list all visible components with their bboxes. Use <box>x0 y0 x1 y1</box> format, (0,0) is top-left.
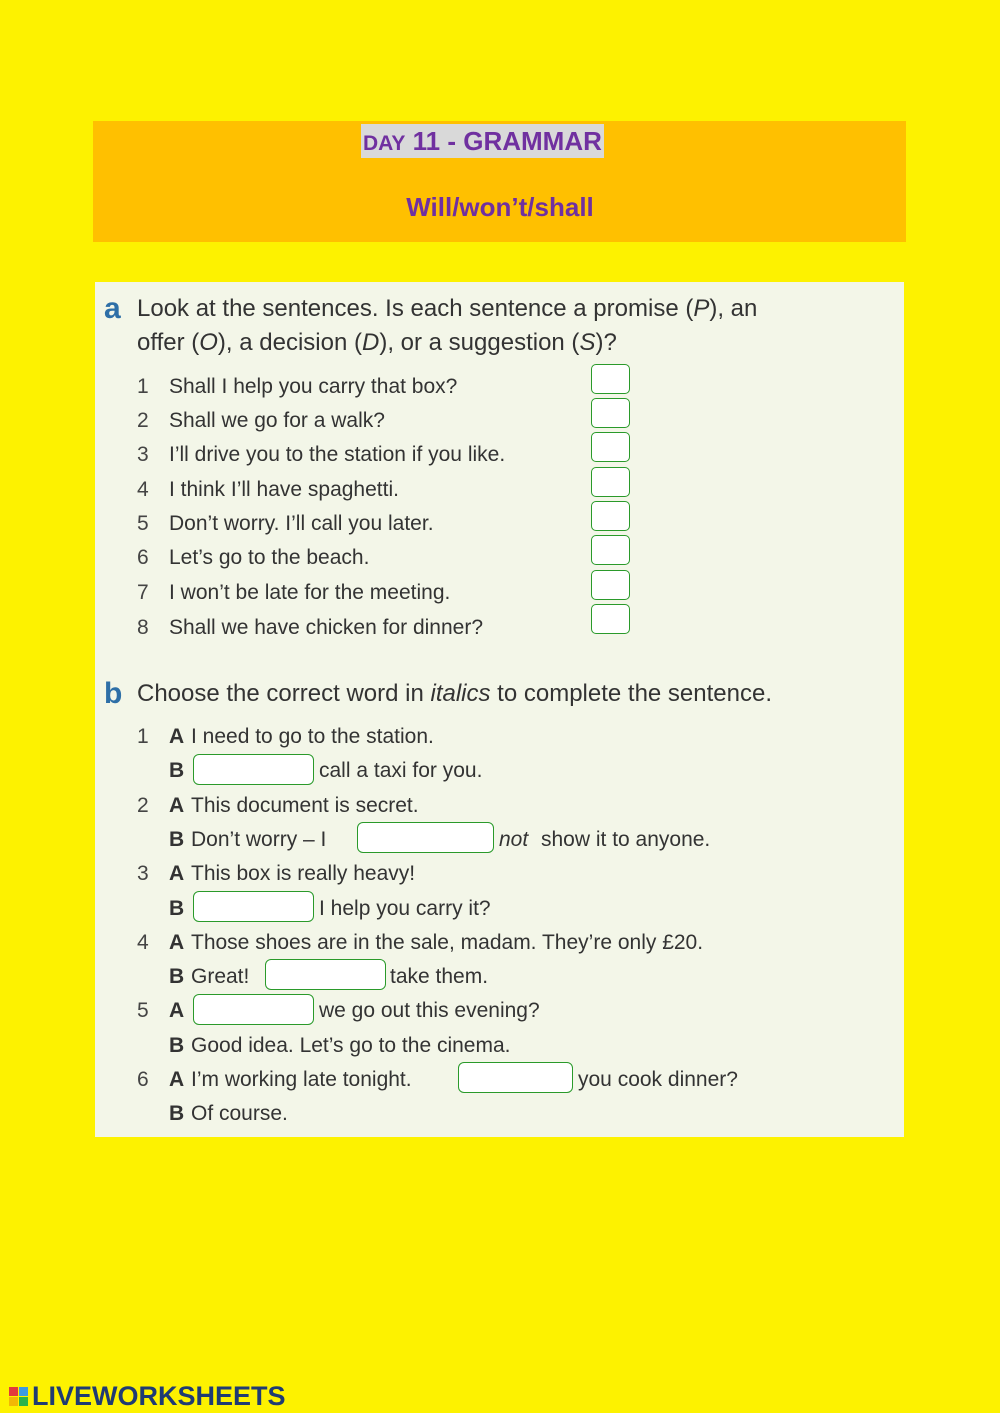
speaker-label: B <box>169 828 185 851</box>
section-a-letter: a <box>104 292 121 325</box>
speaker-label: B <box>169 759 185 782</box>
section-b-letter: b <box>104 677 123 710</box>
item-number: 4 <box>137 478 149 501</box>
brand-name: LIVEWORKSHEETS <box>32 1381 286 1411</box>
page-title <box>361 124 604 158</box>
section-b-instruction <box>137 680 772 708</box>
item-number: 5 <box>137 512 149 535</box>
speaker-label: A <box>169 725 185 748</box>
item-number: 4 <box>137 931 149 954</box>
item-number: 1 <box>137 375 149 398</box>
speaker-label: B <box>169 897 185 920</box>
page-subtitle: Will/won’t/shall <box>406 192 594 222</box>
item-number: 6 <box>137 1068 149 1091</box>
answer-blank-b6[interactable] <box>458 1062 573 1093</box>
speaker-label: B <box>169 1102 185 1125</box>
item-number: 5 <box>137 999 149 1022</box>
sentence: you cook dinner? <box>578 1068 738 1091</box>
answer-box-a2[interactable] <box>591 398 630 428</box>
instruction-text: Choose the correct word in <box>137 680 431 707</box>
item-number: 8 <box>137 616 149 639</box>
liveworksheets-logo-icon <box>8 1381 30 1411</box>
sentence: take them. <box>390 965 489 988</box>
section-a-instruction-line2: offer (O), a decision (D), or a suggestion (S)? <box>137 329 617 356</box>
speaker-label: A <box>169 862 185 885</box>
answer-box-a5[interactable] <box>591 501 630 531</box>
sentence: Shall we go for a walk? <box>169 409 385 432</box>
speaker-label: B <box>169 965 185 988</box>
answer-blank-b3[interactable] <box>193 891 314 922</box>
sentence: I’ll drive you to the station if you like. <box>169 443 506 466</box>
sentence: This document is secret. <box>191 794 419 817</box>
speaker-label: A <box>169 794 185 817</box>
instruction-italic: italics <box>430 680 491 707</box>
item-number: 3 <box>137 443 149 466</box>
item-number: 2 <box>137 794 149 817</box>
speaker-label: A <box>169 1068 185 1091</box>
answer-blank-b2[interactable] <box>357 822 494 853</box>
answer-box-a1[interactable] <box>591 364 630 394</box>
sentence: we go out this evening? <box>319 999 540 1022</box>
answer-box-a7[interactable] <box>591 570 630 600</box>
italic-word: not <box>499 828 529 851</box>
item-number: 2 <box>137 409 149 432</box>
speaker-label: A <box>169 931 185 954</box>
sentence: call a taxi for you. <box>319 759 483 782</box>
item-number: 3 <box>137 862 149 885</box>
instruction-text: to complete the sentence. <box>490 680 773 707</box>
sentence: Those shoes are in the sale, madam. They’re only £20. <box>191 931 704 954</box>
answer-blank-b1[interactable] <box>193 754 314 785</box>
sentence: Don’t worry. I’ll call you later. <box>169 512 434 535</box>
sentence: Of course. <box>191 1102 288 1125</box>
item-number: 7 <box>137 581 149 604</box>
day-number: 11 - GRAMMAR <box>412 126 602 156</box>
sentence: Let’s go to the beach. <box>169 546 370 569</box>
sentence: I think I’ll have spaghetti. <box>169 478 399 501</box>
sentence: I help you carry it? <box>319 897 491 920</box>
sentence: Shall we have chicken for dinner? <box>169 616 484 639</box>
day-label: DAY <box>363 132 406 155</box>
sentence: This box is really heavy! <box>191 862 416 885</box>
sentence: show it to anyone. <box>541 828 711 851</box>
sentence: Good idea. Let’s go to the cinema. <box>191 1034 511 1057</box>
answer-blank-b5[interactable] <box>193 994 314 1025</box>
answer-box-a3[interactable] <box>591 432 630 462</box>
answer-blank-b4[interactable] <box>265 959 386 990</box>
sentence: I won’t be late for the meeting. <box>169 581 451 604</box>
item-number: 1 <box>137 725 149 748</box>
section-a-instruction-line1: Look at the sentences. Is each sentence a promise (P), an <box>137 295 758 322</box>
answer-box-a4[interactable] <box>591 467 630 497</box>
speaker-label: A <box>169 999 185 1022</box>
sentence: I’m working late tonight. <box>191 1068 412 1091</box>
sentence: Great! <box>191 965 250 988</box>
answer-box-a8[interactable] <box>591 604 630 634</box>
sentence: I need to go to the station. <box>191 725 434 748</box>
sentence: Shall I help you carry that box? <box>169 375 458 398</box>
speaker-label: B <box>169 1034 185 1057</box>
sentence: Don’t worry – I <box>191 828 327 851</box>
answer-box-a6[interactable] <box>591 535 630 565</box>
item-number: 6 <box>137 546 149 569</box>
